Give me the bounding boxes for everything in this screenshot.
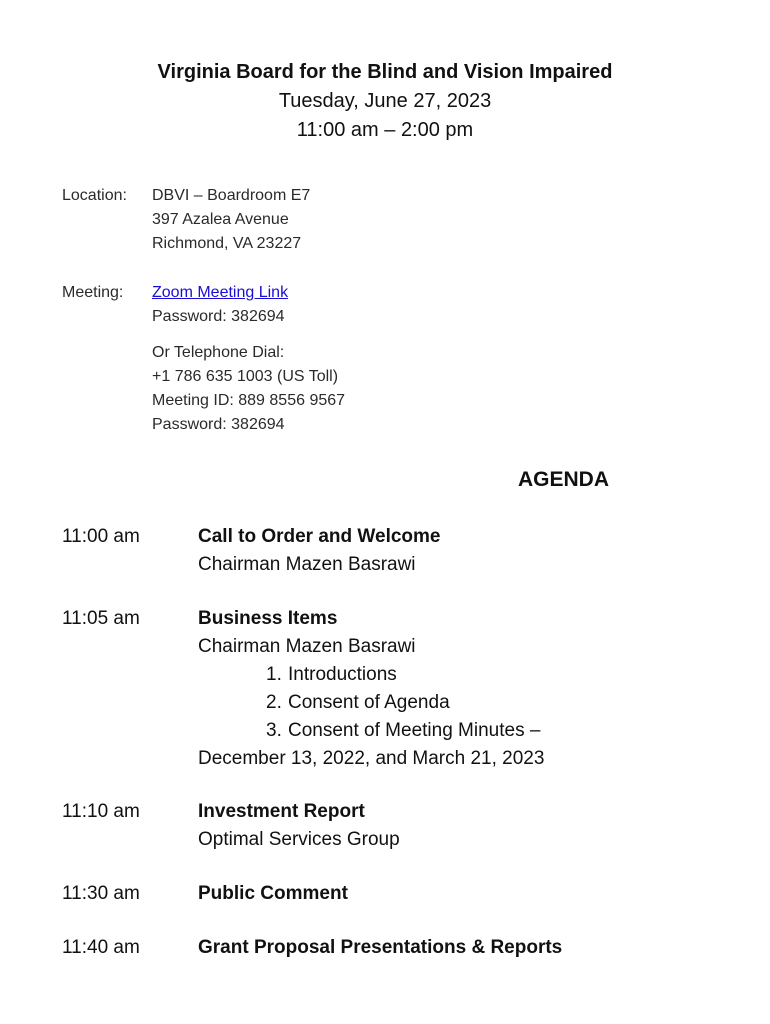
telephone-password: Password: 382694 [152,416,285,433]
address-line: Richmond, VA 23227 [152,235,302,252]
meeting-details [152,281,552,329]
agenda-item-title: Investment Report [198,801,365,822]
list-item-text: Consent of Agenda [288,692,450,713]
address-line: DBVI – Boardroom E7 [152,187,311,204]
agenda-time: 11:30 am [62,883,140,904]
agenda-item-title: Business Items [198,608,338,629]
agenda-body [198,523,738,579]
agenda-presenter: Optimal Services Group [198,829,400,850]
address-line: 397 Azalea Avenue [152,211,289,228]
agenda-heading: AGENDA [518,468,610,491]
meeting-date: Tuesday, June 27, 2023 [278,90,492,112]
agenda-body [198,798,738,854]
agenda-item-title: Call to Order and Welcome [198,526,441,547]
board-title: Virginia Board for the Blind and Vision Impaired [157,61,613,83]
list-item [198,717,738,745]
telephone-dial-block [152,341,345,437]
telephone-intro: Or Telephone Dial: [152,344,285,361]
minutes-dates: December 13, 2022, and March 21, 2023 [198,748,545,769]
meeting-password: Password: 382694 [152,308,285,325]
list-item [198,689,738,717]
meeting-time: 11:00 am – 2:00 pm [296,119,474,141]
agenda-item-title: Grant Proposal Presentations & Reports [198,937,563,958]
agenda-body [198,605,738,773]
list-item [198,661,738,689]
list-item-text: Introductions [288,664,397,685]
agenda-body [198,934,738,962]
business-items-list [198,661,738,745]
list-number: 1. [266,664,282,685]
list-number: 3. [266,720,282,741]
agenda-body [198,880,738,908]
agenda-time: 11:10 am [62,801,140,822]
agenda-time: 11:05 am [62,608,140,629]
document-header [0,58,770,145]
agenda-time: 11:40 am [62,937,140,958]
agenda-time: 11:00 am [62,526,140,547]
zoom-meeting-link[interactable]: Zoom Meeting Link [152,284,289,301]
meeting-id: Meeting ID: 889 8556 9567 [152,392,346,409]
location-address [152,184,552,256]
agenda-item-title: Public Comment [198,883,348,904]
location-label: Location: [62,187,127,204]
telephone-number: +1 786 635 1003 (US Toll) [152,368,339,385]
list-item-text: Consent of Meeting Minutes – [288,720,541,741]
list-number: 2. [266,692,282,713]
agenda-presenter: Chairman Mazen Basrawi [198,636,416,657]
meeting-label: Meeting: [62,284,124,301]
agenda-presenter: Chairman Mazen Basrawi [198,554,416,575]
